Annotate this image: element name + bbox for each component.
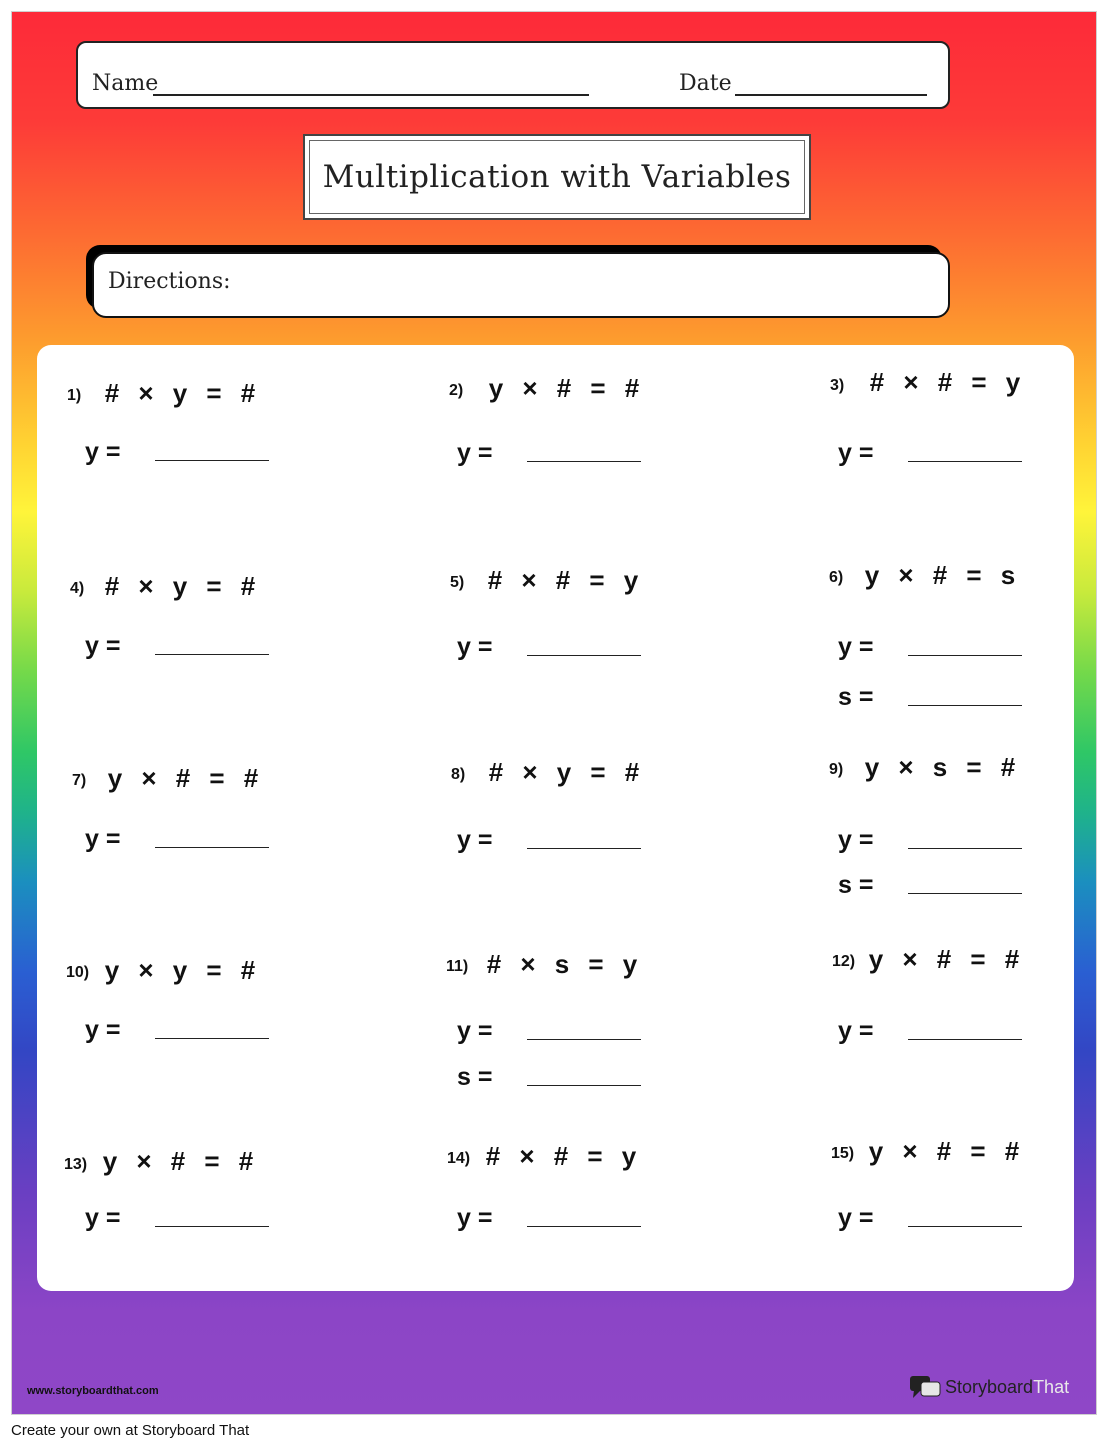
answer-row: y = — [457, 1017, 641, 1046]
equation: y × # = # — [107, 763, 259, 793]
answer-blank[interactable] — [527, 655, 641, 656]
answer-row: s = — [838, 871, 1022, 900]
problem-15 — [831, 1137, 1097, 1307]
answer-blank[interactable] — [908, 1039, 1022, 1040]
problem-number: 6) — [829, 569, 844, 586]
answer-row: y = — [85, 438, 269, 467]
problem-number: 7) — [72, 772, 87, 789]
answer-blank[interactable] — [155, 1226, 269, 1227]
problem-3 — [830, 367, 1097, 540]
equation: # × # = y — [487, 565, 639, 595]
problem-12 — [832, 946, 1097, 1116]
date-field[interactable] — [735, 94, 927, 96]
problem-4 — [70, 564, 400, 734]
problem-10 — [66, 946, 396, 1116]
answer-blank[interactable] — [155, 1038, 269, 1039]
create-your-own-link[interactable]: Create your own at Storyboard That — [11, 1422, 250, 1439]
speech-bubble-icon — [909, 1374, 941, 1400]
answer-blank[interactable] — [527, 1039, 641, 1040]
answer-blank[interactable] — [908, 705, 1022, 706]
problem-number: 12) — [832, 953, 856, 970]
storyboardthat-logo[interactable] — [909, 1374, 1069, 1400]
problem-7 — [72, 756, 402, 926]
answer-row: y = — [838, 633, 1022, 662]
answer-blank[interactable] — [527, 1085, 641, 1086]
page-title: Multiplication with Variables — [322, 159, 792, 195]
problem-number: 3) — [830, 377, 845, 394]
answer-blank[interactable] — [155, 847, 269, 848]
equation: # × # = y — [869, 367, 1021, 397]
answer-row: s = — [457, 1063, 641, 1092]
problem-14 — [447, 1137, 777, 1307]
footer-url[interactable]: www.storyboardthat.com — [27, 1385, 159, 1397]
worksheet — [11, 11, 1097, 1415]
problem-number: 13) — [64, 1156, 88, 1173]
problem-6 — [829, 560, 1097, 734]
problem-number: 5) — [450, 574, 465, 591]
answer-blank[interactable] — [908, 848, 1022, 849]
equation: y × # = # — [868, 944, 1020, 974]
name-label: Name — [92, 71, 159, 96]
answer-blank[interactable] — [908, 461, 1022, 462]
equation: # × y = # — [104, 378, 256, 408]
answer-blank[interactable] — [155, 460, 269, 461]
problem-8 — [451, 756, 781, 926]
problem-1 — [67, 370, 397, 540]
problem-11 — [446, 946, 776, 1116]
answer-blank[interactable] — [908, 655, 1022, 656]
answer-row: y = — [838, 1017, 1022, 1046]
problem-number: 1) — [67, 387, 82, 404]
answer-blank[interactable] — [527, 1226, 641, 1227]
problem-number: 4) — [70, 580, 85, 597]
answer-row: y = — [457, 826, 641, 855]
equation: y × y = # — [104, 955, 256, 985]
directions-box[interactable] — [92, 252, 950, 318]
problem-2 — [449, 370, 779, 540]
answer-row: y = — [85, 1204, 269, 1233]
problem-number: 9) — [829, 761, 844, 778]
answer-row: y = — [85, 1016, 269, 1045]
equation: y × s = # — [864, 752, 1016, 782]
directions-label: Directions: — [108, 269, 231, 294]
answer-row: y = — [838, 1204, 1022, 1233]
date-label: Date — [679, 71, 732, 96]
problem-9 — [829, 752, 1097, 926]
problems-panel — [37, 345, 1074, 1291]
logo-text-that: That — [1033, 1376, 1070, 1397]
answer-row: y = — [457, 439, 641, 468]
answer-blank[interactable] — [908, 1226, 1022, 1227]
answer-blank[interactable] — [527, 461, 641, 462]
answer-blank[interactable] — [527, 848, 641, 849]
answer-row: s = — [838, 683, 1022, 712]
problem-number: 15) — [831, 1145, 855, 1162]
title-box — [303, 134, 811, 220]
answer-blank[interactable] — [155, 654, 269, 655]
problem-number: 14) — [447, 1150, 471, 1167]
problem-13 — [64, 1137, 394, 1307]
equation: # × y = # — [488, 757, 640, 787]
name-field[interactable] — [153, 94, 589, 96]
equation: y × # = # — [102, 1146, 254, 1176]
problem-number: 8) — [451, 766, 466, 783]
answer-row: y = — [85, 825, 269, 854]
name-date-box — [76, 41, 950, 109]
logo-text-storyboard: Storyboard — [945, 1376, 1034, 1397]
problem-number: 2) — [449, 382, 464, 399]
answer-row: y = — [838, 826, 1022, 855]
equation: # × s = y — [486, 949, 638, 979]
equation: y × # = # — [868, 1136, 1020, 1166]
answer-row: y = — [85, 632, 269, 661]
problem-number: 10) — [66, 964, 90, 981]
equation: # × y = # — [104, 571, 256, 601]
equation: y × # = s — [864, 560, 1016, 590]
answer-blank[interactable] — [908, 893, 1022, 894]
equation: y × # = # — [488, 373, 640, 403]
answer-row: y = — [838, 439, 1022, 468]
answer-row: y = — [457, 633, 641, 662]
answer-row: y = — [457, 1204, 641, 1233]
equation: # × # = y — [485, 1141, 637, 1171]
problem-number: 11) — [446, 958, 469, 975]
problem-5 — [450, 564, 780, 734]
